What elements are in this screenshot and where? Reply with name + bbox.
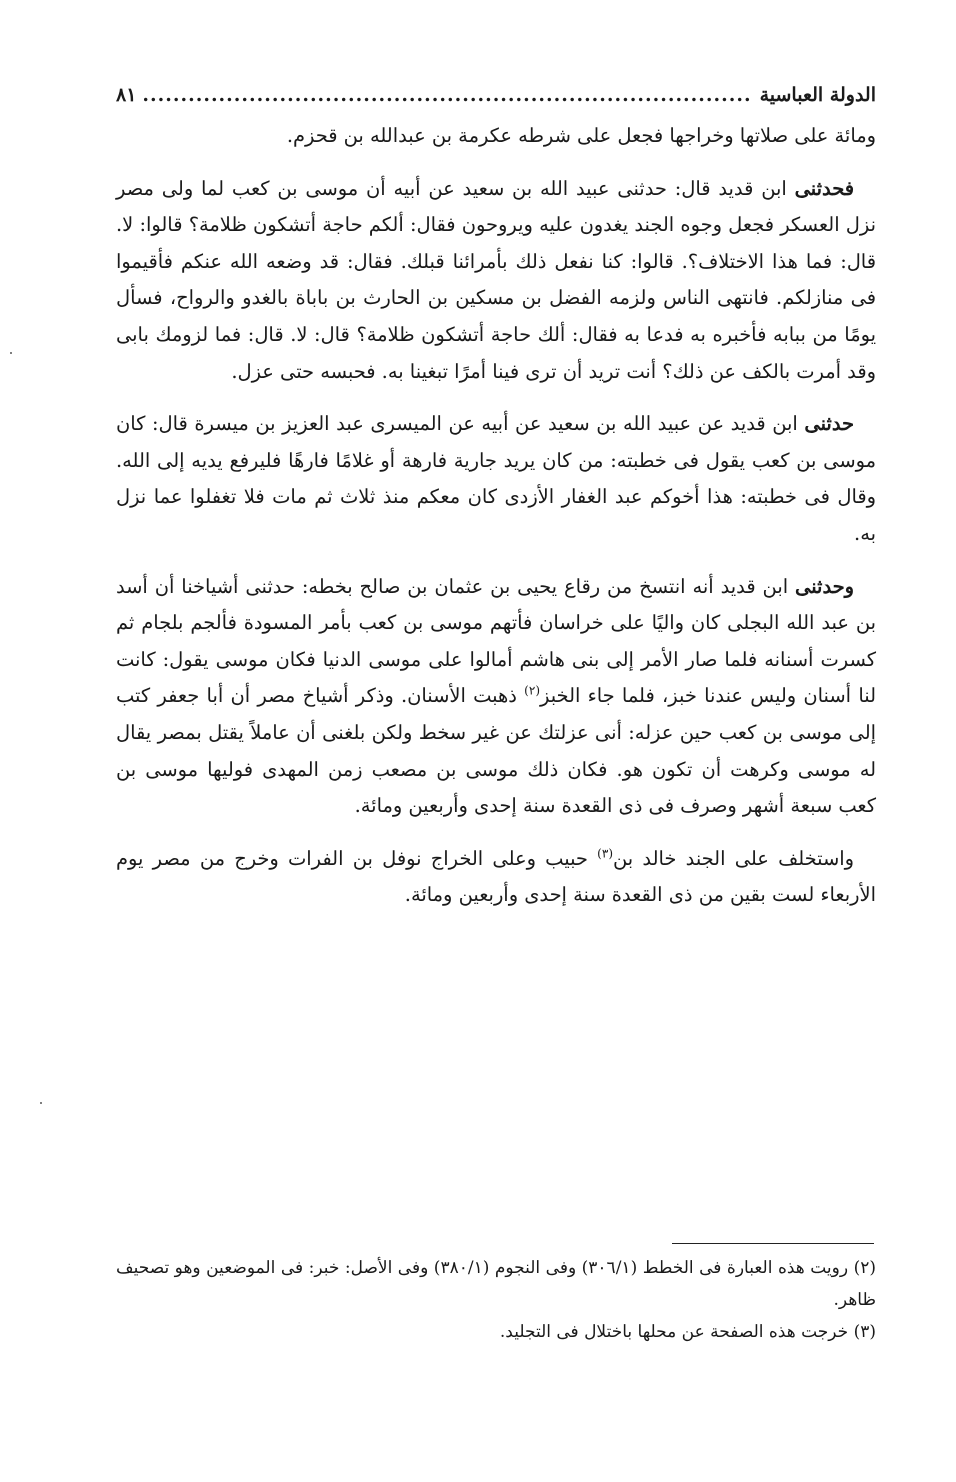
- paragraph-1-lead: فحدثنى: [794, 176, 854, 200]
- page-number: ٨١: [116, 84, 137, 106]
- paragraph-3-lead: وحدثنى: [795, 574, 854, 598]
- footnote-3: (٣) خرجت هذه الصفحة عن محلها باختلال فى التجليد.: [499, 1322, 876, 1342]
- paragraph-3-text-a: ابن قديد أنه انتسخ من رقاع يحيى بن عثمان بن صالح بخطه: حدثنى أشياخنا أن أسد بن عبد الله البجلى كان واليًا على خراسان فأتهم موسى بن كعب بأمر المسودة فألجم بلجام ثم كسرت أسنانه فلما صار الأمر إلى بنى هاشم أمالوا على موسى الدنيا فكان موسى يقول: كانت لنا أسنان وليس عندنا خبز، فلما جاء الخبز: [116, 574, 876, 708]
- paragraph-0-text: ومائة على صلاتها وخراجها فجعل على شرطه عكرمة بن عبدالله بن قحزم.: [286, 124, 876, 147]
- footnote-divider: [672, 1243, 874, 1244]
- paragraph-2: [116, 406, 876, 552]
- dot-leader: [144, 84, 751, 106]
- paragraph-3-text-b: ذهبت الأسنان. وذكر أشياخ مصر أن أبا جعفر كتب إلى موسى بن كعب حين عزله: أنى عزلتك عن غير سخط ولكن بلغنى أن عاملاً يقتل بمصر يقال له موسى وكرهت أن تكون هو. فكان ذلك موسى بن مصعب زمن المهدى فوليها موسى بن كعب سبعة أشهر وصرف فى ذى القعدة سنة إحدى وأربعين ومائة.: [116, 684, 876, 818]
- scan-speck: [40, 1102, 42, 1104]
- paragraph-1-text: ابن قديد قال: حدثنى عبيد الله بن سعيد عن أبيه أن موسى بن كعب لما ولى مصر نزل العسكر فجعل وجوه الجند يغدون عليه ويروحون فقال: ألكم حاجة أتشكون ظلامة؟ قالوا: لا. قال: فما هذا الاختلاف؟. قالوا: كنا نفعل ذلك بأمرائنا قبلك. فقال: قد وضعه الله عنكم فأقيموا فى منازلكم. فانتهى الناس ولزمه الفضل بن مسكين بن الحارث بن باباة بالغدو والرواح، فسأل يومًا من ببابه فأخبره به فدعا به فقال: ألك حاجة أتشكون ظلامة؟ قال: لا. قال: فما لزومك بابى وقد أمرت بالكف عن ذلك؟ أنت تريد أن ترى فينا أمرًا تبغينا به. فحبسه حتى عزل.: [116, 176, 876, 383]
- paragraph-4: [116, 841, 876, 914]
- page-content: [116, 84, 876, 914]
- main-text: [116, 118, 876, 914]
- paragraph-2-text: ابن قديد عن عبيد الله بن سعيد عن أبيه عن الميسرى عبد العزيز بن ميسرة قال: كان موسى بن كعب يقول فى خطبته: من كان يريد جارية فارهة أو غلامًا فارهًا فليرفع يديه إلى الله. وقال فى خطبته: هذا أخوكم عبد الغفار الأزدى كان معكم منذ ثلاث ثم مات فلا تغفلوا عما نزل به.: [116, 412, 876, 545]
- footnote-ref-3[interactable]: (٣): [597, 846, 613, 861]
- footnotes: [116, 1252, 876, 1348]
- paragraph-0: [116, 118, 876, 155]
- paragraph-1: [116, 171, 876, 391]
- footnote-ref-2[interactable]: (٢): [524, 683, 540, 698]
- paragraph-2-lead: حدثنى: [804, 412, 854, 436]
- paragraph-3: [116, 569, 876, 825]
- footnote-2: (٢) رويت هذه العبارة فى الخطط (٣٠٦/١) وفى النجوم (٣٨٠/١) وفى الأصل: خبر: فى الموضعين وهو تصحيف ظاهر.: [116, 1258, 876, 1310]
- header-title: الدولة العباسية: [759, 84, 876, 106]
- paragraph-4-text-b: حبيب وعلى الخراج نوفل بن الفرات وخرج من مصر يوم الأربعاء لست بقين من ذى القعدة سنة إحدى وأربعين ومائة.: [116, 846, 876, 907]
- paragraph-4-text-a: واستخلف على الجند خالد بن: [613, 846, 854, 870]
- running-header: [116, 84, 876, 118]
- scan-speck: [10, 352, 12, 354]
